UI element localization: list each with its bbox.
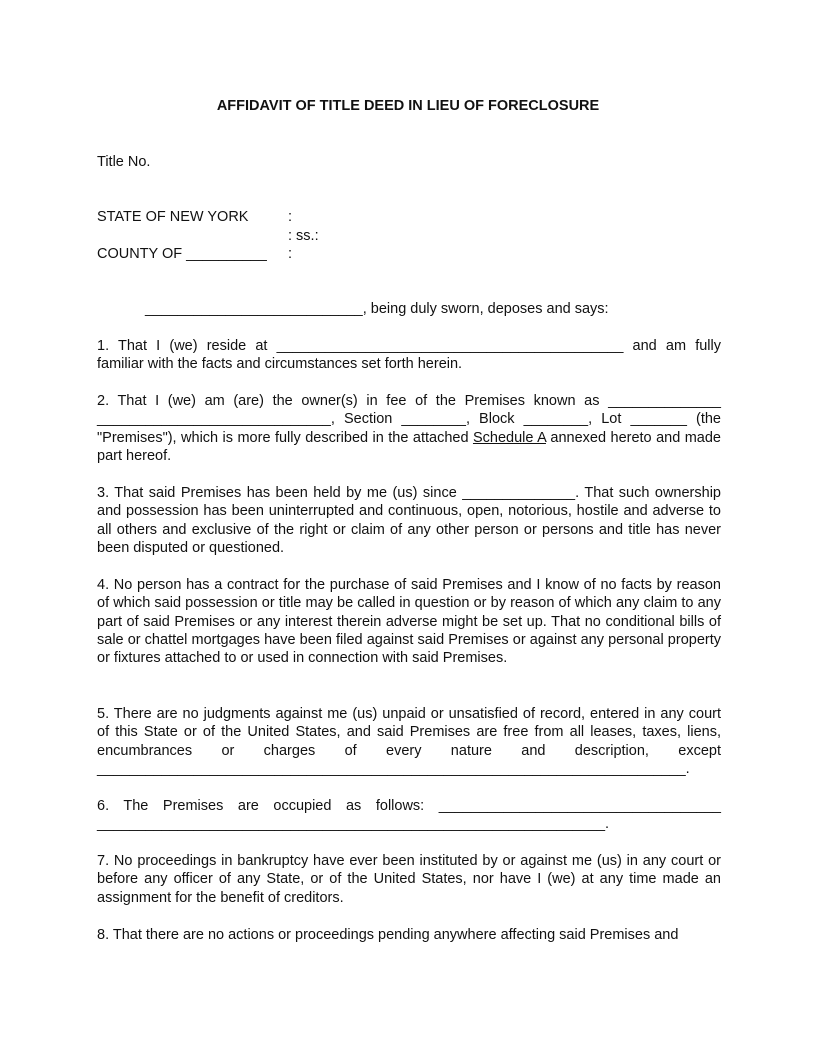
- paragraph-2-end: annexed hereto and made part hereof.: [97, 429, 721, 464]
- venue-ss: : ss.:: [288, 228, 319, 244]
- paragraph-7: 7. No proceedings in bankruptcy have ever been instituted by or against me (us) in any court or before any officer of any State, or of the United States, nor have I (we) at any time made an assignment for the benefit of creditors.: [97, 853, 721, 906]
- paragraph-6: 6. The Premises are occupied as follows: ___________________________________ _______________________________________________________________.: [97, 798, 721, 833]
- document-title: AFFIDAVIT OF TITLE DEED IN LIEU OF FORECLOSURE: [216, 98, 600, 114]
- deponent-line: ___________________________, being duly sworn, deposes and says:: [145, 301, 609, 317]
- paragraph-8: 8. That there are no actions or proceedings pending anywhere affecting said Premises and: [97, 927, 679, 943]
- venue-county: COUNTY OF __________: [97, 246, 267, 262]
- paragraph-2-text: 2. That I (we) am (are) the owner(s) in fee of the Premises known as ______________ _____________________________, Section ________, Block ________, Lot _______ (the "Premises"), which is more fully described in the attached: [97, 393, 721, 446]
- paragraph-1: 1. That I (we) reside at ___________________________________________ and am fully familiar with the facts and circumstances set forth herein.: [97, 338, 721, 373]
- venue-state: STATE OF NEW YORK: [97, 209, 249, 225]
- schedule-a-reference: Schedule A: [472, 429, 546, 446]
- title-number-label: Title No.: [97, 154, 151, 170]
- paragraph-3: 3. That said Premises has been held by me (us) since ______________. That such ownership and possession has been uninterrupted and continuous, open, notorious, hostile and adverse to all others and exclusive of the right or claim of any other person or persons and title has never been disputed or questioned.: [97, 485, 721, 556]
- venue-colon-top: :: [288, 209, 293, 225]
- venue-colon-bottom: :: [288, 246, 293, 262]
- paragraph-4: 4. No person has a contract for the purchase of said Premises and I know of no facts by reason of which said possession or title may be called in question or by reason of which any claim to any part of said Premises or any interest therein adverse might be set up. That no conditional bills of sale or chattel mortgages have been filed against said Premises or against any personal property or fixtures attached to or used in connection with said Premises.: [97, 577, 721, 667]
- paragraph-2: [97, 392, 721, 465]
- paragraph-5: 5. There are no judgments against me (us) unpaid or unsatisfied of record, entered in any court of this State or of the United States, and said Premises are free from all leases, taxes, liens, encumbrances or charges of every nature and description, except _________________________________________________________________________.: [97, 706, 721, 777]
